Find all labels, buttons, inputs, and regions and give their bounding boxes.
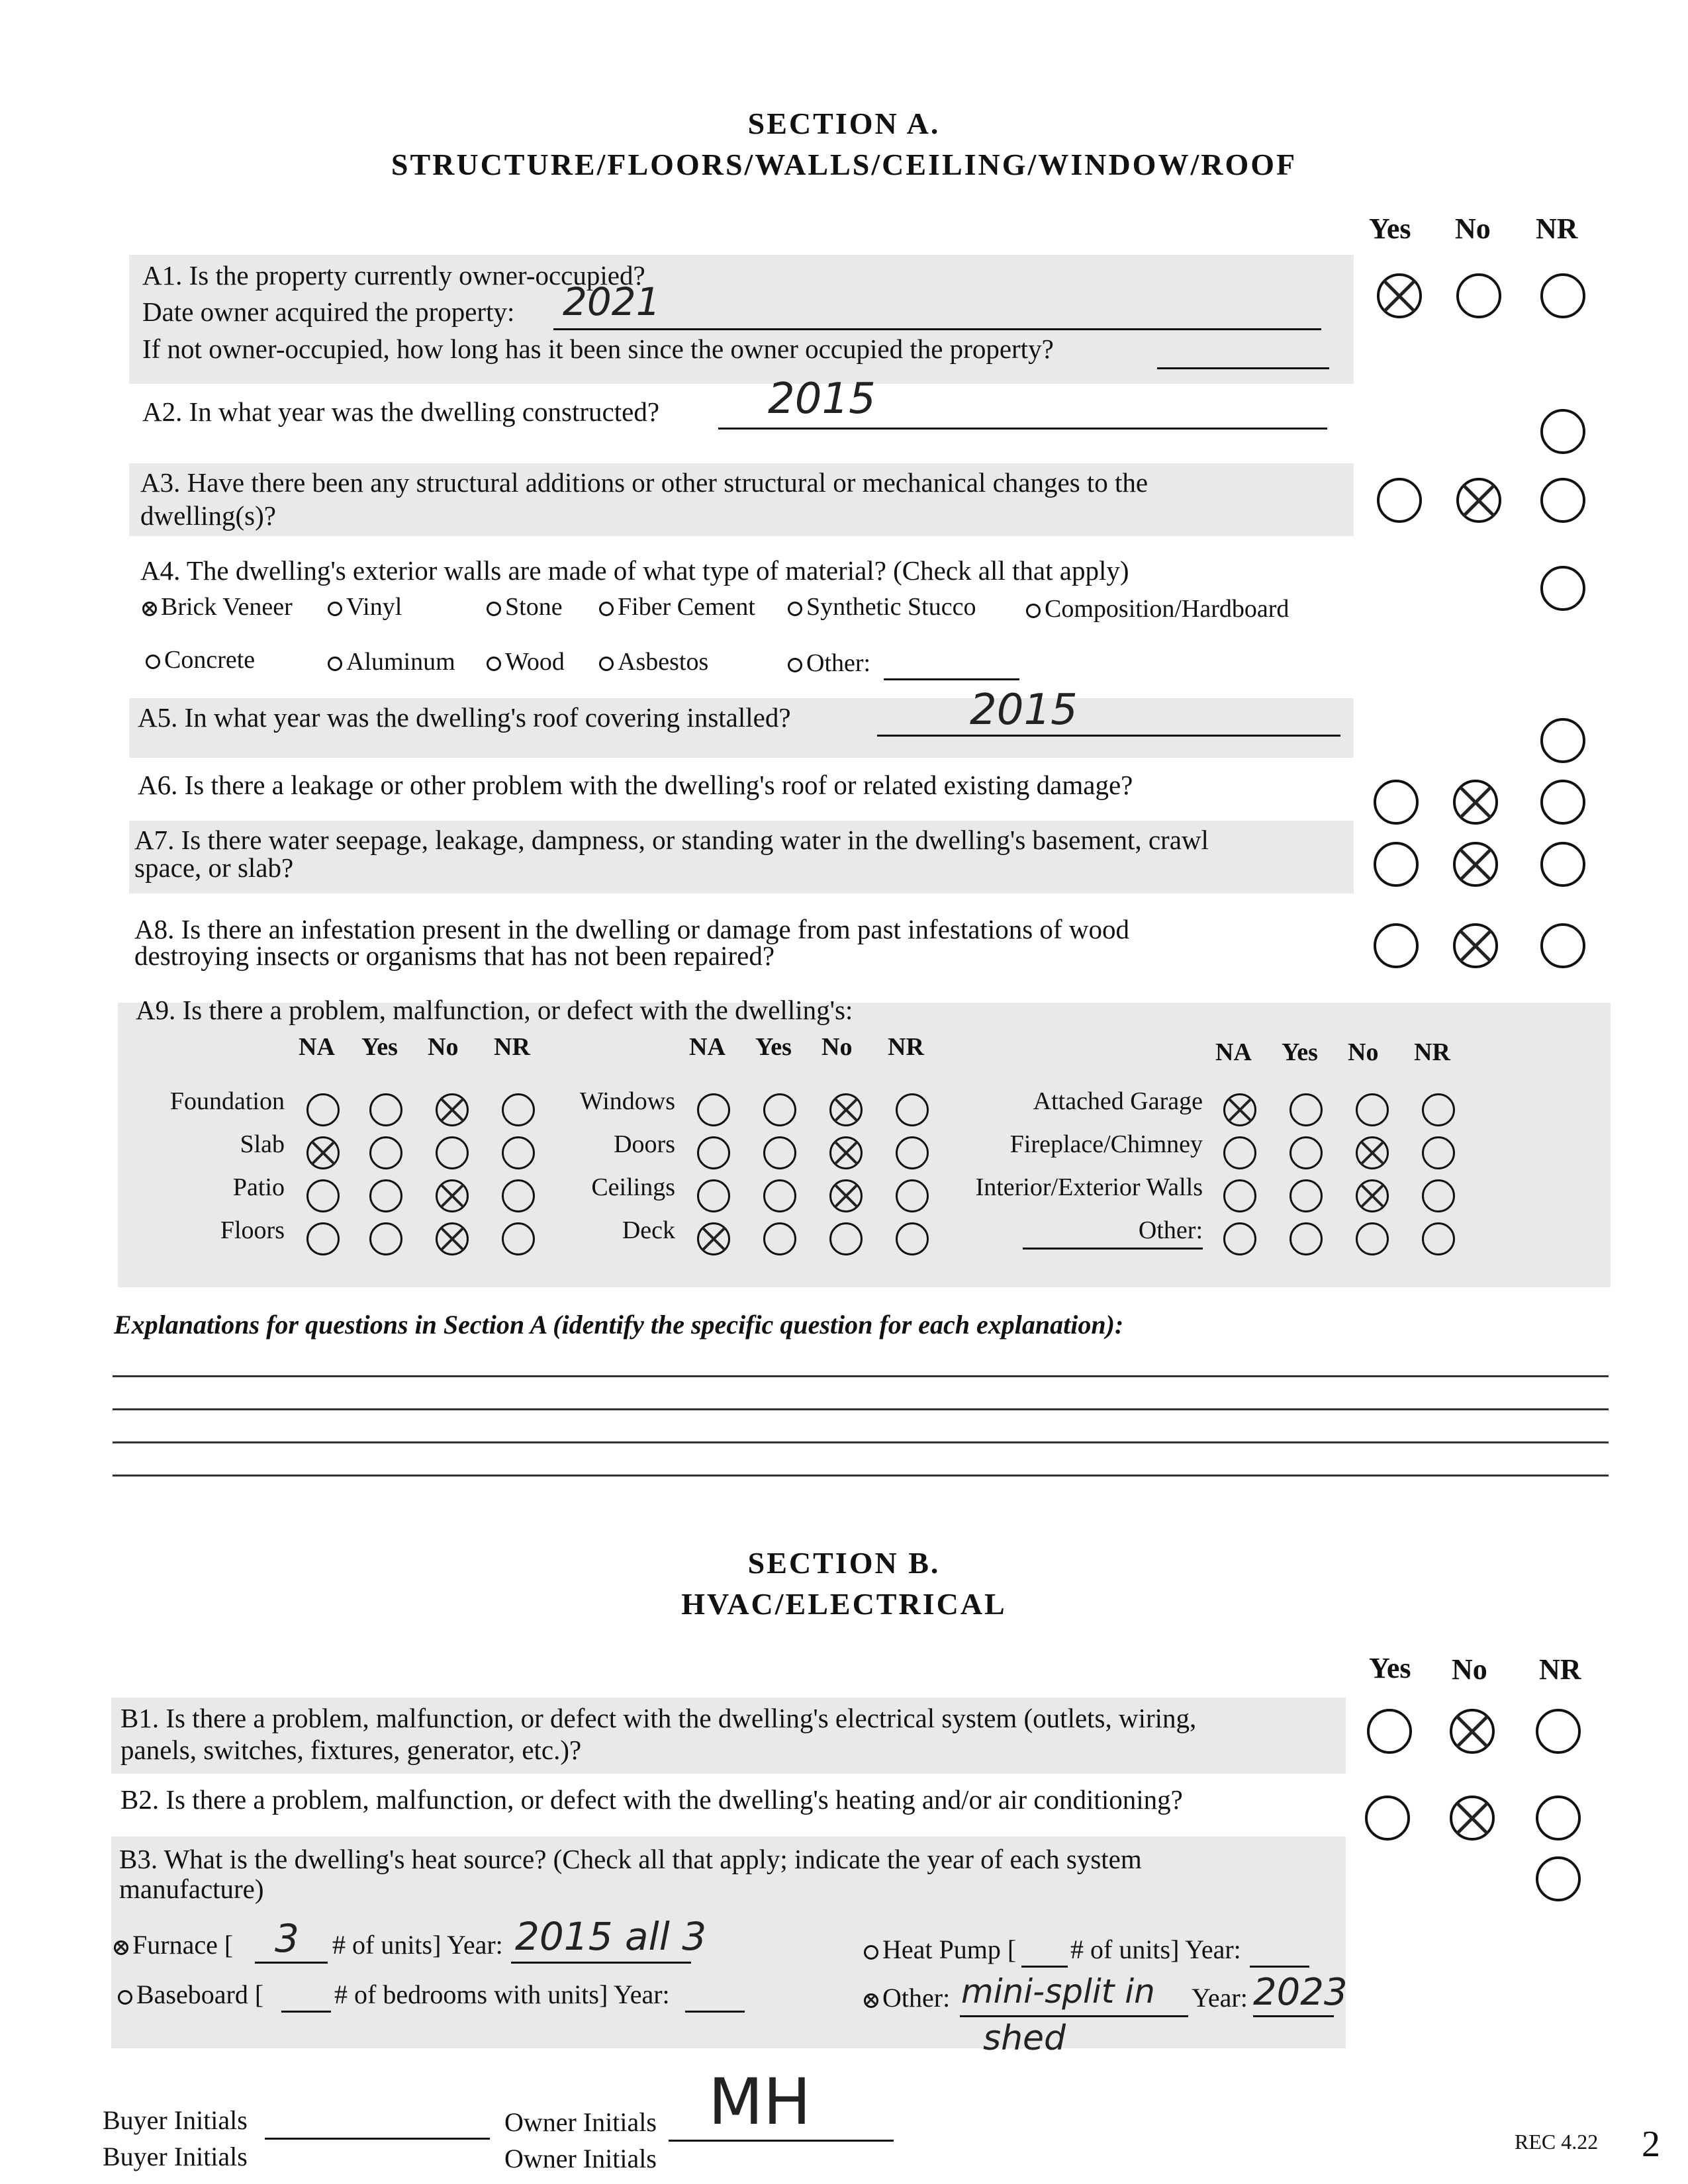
b3-other-year-label: Year:	[1192, 1983, 1248, 2013]
a9-radio-na[interactable]	[697, 1093, 730, 1126]
a4-opt-concrete[interactable]: Concrete	[146, 645, 255, 674]
section-b-title: SECTION B.	[747, 1546, 941, 1580]
form-code: REC 4.22	[1515, 2130, 1599, 2154]
b2-nr-radio[interactable]	[1536, 1796, 1581, 1841]
a9-row-label: Deck	[622, 1216, 675, 1244]
a1-duration-field[interactable]	[1157, 338, 1329, 369]
section-a-subtitle: STRUCTURE/FLOORS/WALLS/CEILING/WINDOW/ROOF	[391, 148, 1297, 181]
a9-radio-yes[interactable]	[369, 1093, 402, 1126]
explanation-line-3[interactable]	[113, 1441, 1609, 1443]
a9-radio-na[interactable]	[306, 1093, 340, 1126]
a7-yes-radio[interactable]	[1374, 842, 1419, 887]
a3-yes-radio[interactable]	[1377, 478, 1422, 523]
page-number: 2	[1642, 2124, 1660, 2165]
a9-header-na: NA	[689, 1033, 726, 1061]
b1-yes-radio[interactable]	[1367, 1709, 1412, 1754]
a4-opt-composition-hardboard[interactable]: Composition/Hardboard	[1026, 594, 1289, 623]
a9-radio-yes[interactable]	[763, 1136, 796, 1169]
a7-question-line1: A7. Is there water seepage, leakage, dampness, or standing water in the dwelling's basement, crawl	[134, 825, 1209, 855]
a8-yes-radio[interactable]	[1374, 923, 1419, 968]
a9-radio-na[interactable]	[306, 1222, 340, 1255]
a9-header-nr: NR	[494, 1033, 530, 1061]
b3-baseboard-units-field[interactable]	[281, 1984, 331, 2013]
a9-row-label: Interior/Exterior Walls	[975, 1173, 1203, 1201]
b3-baseboard-year-field[interactable]	[685, 1984, 745, 2013]
a9-header-na: NA	[1215, 1038, 1252, 1066]
b3-heatpump-year-field[interactable]	[1250, 1939, 1309, 1968]
explanations-label: Explanations for questions in Section A (identify the specific question for each explanation):	[114, 1310, 1124, 1340]
a9-row-label: Attached Garage	[1033, 1087, 1203, 1115]
a9-radio-yes[interactable]	[1289, 1222, 1323, 1255]
a9-radio-no[interactable]	[829, 1136, 863, 1169]
b3-furnace-year-value: 2015 all 3	[515, 1914, 707, 1959]
a9-radio-yes[interactable]	[763, 1179, 796, 1212]
buyer-initials-label-2: Buyer Initials	[103, 2142, 248, 2171]
a9-row-label: Fireplace/Chimney	[1009, 1130, 1203, 1158]
a3-no-radio[interactable]	[1456, 478, 1501, 523]
a9-header-no: No	[821, 1033, 853, 1061]
owner-initials-label: Owner Initials	[504, 2107, 657, 2137]
a9-row-label: Floors	[220, 1216, 285, 1244]
a6-yes-radio[interactable]	[1374, 780, 1419, 825]
a9-radio-nr[interactable]	[896, 1222, 929, 1255]
a4-opt-stone[interactable]: Stone	[487, 592, 563, 621]
b2-question: B2. Is there a problem, malfunction, or defect with the dwelling's heating and/or air conditioning?	[120, 1784, 1183, 1815]
a9-radio-na[interactable]	[697, 1222, 730, 1255]
a4-opt-vinyl[interactable]: Vinyl	[328, 592, 402, 621]
a9-radio-nr[interactable]	[1422, 1179, 1455, 1212]
a9-radio-yes[interactable]	[369, 1179, 402, 1212]
a8-question-line1: A8. Is there an infestation present in the dwelling or damage from past infestations of wood	[134, 914, 1129, 944]
a9-header-no: No	[428, 1033, 459, 1061]
a4-opt-fiber-cement[interactable]: Fiber Cement	[599, 592, 755, 621]
a8-question-line2: destroying insects or organisms that has not been repaired?	[134, 940, 775, 971]
a9-radio-na[interactable]	[1223, 1136, 1256, 1169]
a9-header-yes: Yes	[1282, 1038, 1318, 1066]
a1-yes-radio[interactable]	[1377, 273, 1422, 318]
a4-opt-other[interactable]: Other:	[788, 649, 870, 678]
a9-radio-yes[interactable]	[1289, 1136, 1323, 1169]
a3-question-line1: A3. Have there been any structural additions or other structural or mechanical changes to the	[140, 467, 1149, 498]
a9-row-label: Windows	[579, 1087, 675, 1115]
a9-row-label: Doors	[614, 1130, 675, 1158]
a4-question: A4. The dwelling's exterior walls are made of what type of material? (Check all that apply)	[140, 555, 1129, 586]
a9-radio-no[interactable]	[436, 1179, 469, 1212]
a9-radio-nr[interactable]	[1422, 1093, 1455, 1126]
a9-radio-nr[interactable]	[502, 1136, 535, 1169]
a6-question: A6. Is there a leakage or other problem with the dwelling's roof or related existing damage?	[138, 770, 1133, 800]
b3-question-line1: B3. What is the dwelling's heat source? (Check all that apply; indicate the year of each system	[119, 1844, 1142, 1874]
a9-radio-nr[interactable]	[502, 1179, 535, 1212]
a9-radio-nr[interactable]	[896, 1093, 929, 1126]
b1-nr-radio[interactable]	[1536, 1709, 1581, 1754]
a9-radio-yes[interactable]	[1289, 1093, 1323, 1126]
section-a-title: SECTION A.	[747, 107, 941, 140]
a7-nr-radio[interactable]	[1540, 842, 1585, 887]
a5-question: A5. In what year was the dwelling's roof covering installed?	[138, 702, 791, 733]
a9-radio-no[interactable]	[1356, 1179, 1389, 1212]
a9-radio-nr[interactable]	[502, 1093, 535, 1126]
a9-radio-no[interactable]	[436, 1136, 469, 1169]
a1-nr-radio[interactable]	[1540, 273, 1585, 318]
a1-date-label: Date owner acquired the property:	[142, 296, 515, 327]
b3-opt-baseboard[interactable]: Baseboard [	[118, 1979, 263, 2010]
a5-year-value: 2015	[970, 686, 1078, 735]
a9-row-label: Foundation	[169, 1087, 285, 1115]
a9-radio-na[interactable]	[697, 1136, 730, 1169]
a8-no-radio[interactable]	[1453, 923, 1498, 968]
col-no-b: No	[1452, 1653, 1487, 1686]
a9-header-yes: Yes	[755, 1033, 792, 1061]
a7-no-radio[interactable]	[1453, 842, 1498, 887]
a4-other-field[interactable]	[884, 652, 1019, 680]
b3-question-line2: manufacture)	[119, 1874, 264, 1904]
a4-nr-radio[interactable]	[1540, 566, 1585, 611]
a4-opt-brick-veneer[interactable]: Brick Veneer	[142, 592, 293, 621]
a9-radio-nr[interactable]	[1422, 1136, 1455, 1169]
a9-radio-no[interactable]	[1356, 1093, 1389, 1126]
a5-nr-radio[interactable]	[1540, 718, 1585, 763]
a9-radio-na[interactable]	[1223, 1179, 1256, 1212]
a9-row-label: Other:	[1138, 1216, 1203, 1244]
a9-radio-no[interactable]	[1356, 1222, 1389, 1255]
a2-nr-radio[interactable]	[1540, 409, 1585, 454]
a2-year-value: 2015	[768, 375, 876, 424]
b2-no-radio[interactable]	[1450, 1796, 1495, 1841]
a9-radio-yes[interactable]	[763, 1222, 796, 1255]
a9-radio-no[interactable]	[436, 1222, 469, 1255]
col-yes: Yes	[1369, 212, 1411, 245]
a9-radio-yes[interactable]	[1289, 1179, 1323, 1212]
a9-radio-nr[interactable]	[502, 1222, 535, 1255]
b3-other-value-2: shed	[983, 2019, 1066, 2058]
b3-heatpump-units-field[interactable]	[1021, 1939, 1068, 1968]
a9-row-label: Ceilings	[591, 1173, 675, 1201]
b3-opt-other[interactable]: Other:	[864, 1982, 950, 2013]
col-nr: NR	[1536, 212, 1578, 245]
a4-opt-synthetic-stucco[interactable]: Synthetic Stucco	[788, 592, 976, 621]
a9-radio-no[interactable]	[829, 1222, 863, 1255]
a9-radio-na[interactable]	[306, 1179, 340, 1212]
a4-opt-aluminum[interactable]: Aluminum	[328, 647, 455, 676]
a3-question-line2: dwelling(s)?	[140, 500, 276, 531]
a4-opt-wood[interactable]: Wood	[487, 647, 565, 676]
a9-radio-na[interactable]	[306, 1136, 340, 1169]
a8-nr-radio[interactable]	[1540, 923, 1585, 968]
a9-header-nr: NR	[1414, 1038, 1450, 1066]
a2-question: A2. In what year was the dwelling constructed?	[142, 396, 660, 427]
a9-header-yes: Yes	[361, 1033, 398, 1061]
col-nr-b: NR	[1539, 1653, 1581, 1686]
b3-heatpump-suffix: # of units] Year:	[1070, 1934, 1241, 1964]
b3-furnace-units-value: 3	[275, 1916, 299, 1961]
a5-year-field[interactable]	[877, 702, 1340, 737]
a9-radio-na[interactable]	[1223, 1222, 1256, 1255]
a6-nr-radio[interactable]	[1540, 780, 1585, 825]
a9-radio-nr[interactable]	[1422, 1222, 1455, 1255]
explanation-line-1[interactable]	[113, 1375, 1609, 1377]
owner-initials-value: MH	[708, 2065, 812, 2139]
buyer-initials-field[interactable]	[265, 2111, 490, 2140]
a9-radio-no[interactable]	[829, 1093, 863, 1126]
a1-no-radio[interactable]	[1456, 273, 1501, 318]
a9-radio-yes[interactable]	[763, 1093, 796, 1126]
a4-opt-asbestos[interactable]: Asbestos	[599, 647, 708, 676]
a9-radio-no[interactable]	[1356, 1136, 1389, 1169]
b1-no-radio[interactable]	[1450, 1709, 1495, 1754]
a7-question-line2: space, or slab?	[134, 852, 294, 883]
b3-other-year-value: 2023	[1253, 1971, 1348, 2014]
a1-date-field[interactable]	[553, 296, 1321, 330]
a9-header-nr: NR	[888, 1033, 924, 1061]
explanation-line-2[interactable]	[113, 1408, 1609, 1410]
a3-nr-radio[interactable]	[1540, 478, 1585, 523]
buyer-initials-label: Buyer Initials	[103, 2105, 248, 2135]
a9-radio-yes[interactable]	[369, 1222, 402, 1255]
a1-date-value: 2021	[563, 279, 661, 324]
b3-opt-furnace[interactable]: Furnace [	[114, 1929, 233, 1960]
b1-question-line2: panels, switches, fixtures, generator, etc.)?	[120, 1735, 582, 1765]
a9-header-na: NA	[299, 1033, 335, 1061]
col-yes-b: Yes	[1369, 1652, 1411, 1684]
a9-radio-yes[interactable]	[369, 1136, 402, 1169]
a9-radio-na[interactable]	[697, 1179, 730, 1212]
a9-radio-no[interactable]	[436, 1093, 469, 1126]
a9-radio-no[interactable]	[829, 1179, 863, 1212]
a9-radio-nr[interactable]	[896, 1179, 929, 1212]
a9-question: A9. Is there a problem, malfunction, or defect with the dwelling's:	[136, 995, 853, 1025]
b3-nr-radio[interactable]	[1536, 1856, 1581, 1901]
a9-other-field[interactable]	[1023, 1221, 1203, 1250]
b1-question-line1: B1. Is there a problem, malfunction, or defect with the dwelling's electrical system (outlets, wiring,	[120, 1703, 1197, 1733]
a1-question: A1. Is the property currently owner-occupied?	[142, 260, 645, 291]
a9-radio-nr[interactable]	[896, 1136, 929, 1169]
a9-header-no: No	[1348, 1038, 1379, 1066]
section-b-subtitle: HVAC/ELECTRICAL	[681, 1587, 1007, 1621]
b3-opt-heat-pump[interactable]: Heat Pump [	[864, 1934, 1016, 1965]
b3-furnace-units-suffix: # of units] Year:	[332, 1930, 503, 1960]
b3-other-value: mini-split in	[961, 1972, 1155, 2011]
col-no: No	[1455, 212, 1491, 245]
a6-no-radio[interactable]	[1453, 780, 1498, 825]
owner-initials-label-2: Owner Initials	[504, 2144, 657, 2173]
explanation-line-4[interactable]	[113, 1475, 1609, 1477]
a9-radio-na[interactable]	[1223, 1093, 1256, 1126]
a9-row-label: Slab	[240, 1130, 285, 1158]
b3-baseboard-suffix: # of bedrooms with units] Year:	[334, 1979, 670, 2009]
b2-yes-radio[interactable]	[1365, 1796, 1410, 1841]
a1-not-occupied: If not owner-occupied, how long has it been since the owner occupied the property?	[142, 334, 1054, 364]
a9-row-label: Patio	[232, 1173, 285, 1201]
